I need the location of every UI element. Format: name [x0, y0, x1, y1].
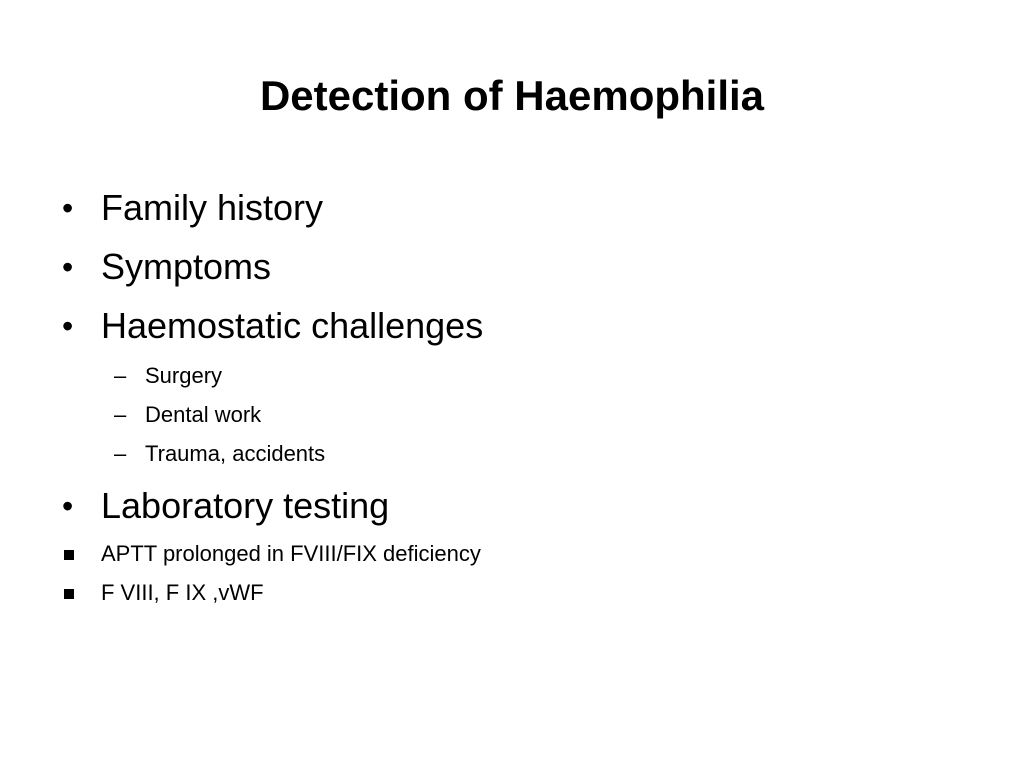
- dash-marker: –: [114, 402, 127, 427]
- square-bullet-text: F VIII, F IX ,vWF: [101, 580, 264, 605]
- dash-marker: –: [114, 363, 127, 388]
- bullet-text: Symptoms: [101, 246, 272, 287]
- bullet-text: Family history: [101, 187, 324, 228]
- bullet-marker: •: [62, 488, 74, 524]
- square-bullet-text: APTT prolonged in FVIII/FIX deficiency: [101, 541, 481, 566]
- bullet-marker: •: [62, 249, 74, 285]
- square-bullet-icon: [64, 589, 74, 599]
- bullet-text: Haemostatic challenges: [101, 305, 484, 346]
- sub-bullet-text: Trauma, accidents: [145, 441, 326, 466]
- bullet-text: Laboratory testing: [101, 485, 390, 526]
- slide-title: Detection of Haemophilia: [259, 72, 765, 119]
- sub-bullet-text: Surgery: [145, 363, 223, 388]
- dash-marker: –: [114, 441, 127, 466]
- bullet-marker: •: [62, 308, 74, 344]
- square-bullet-icon: [64, 550, 74, 560]
- bullet-marker: •: [62, 190, 74, 226]
- sub-bullet-text: Dental work: [145, 402, 262, 427]
